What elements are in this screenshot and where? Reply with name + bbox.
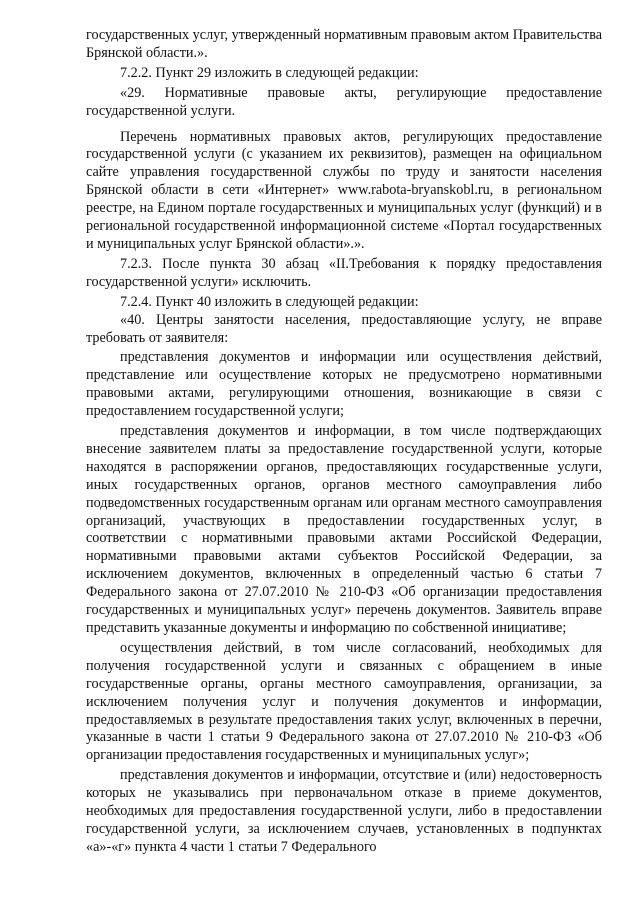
paragraph-2: 7.2.2. Пункт 29 изложить в следующей редакции:	[120, 64, 419, 81]
paragraph-1: государственных услуг, утвержденный нормативным правовым актом Правительства Брянской области.».	[86, 27, 602, 61]
paragraph-4: Перечень нормативных правовых актов, регулирующих предоставление государственной услуги (с указанием их реквизитов), размещен на официальном сайте управления государственной службы по труду и занятости населения Брянской области в сети «Интернет» www.rabota-bryanskobl.ru, в региональном реестре, на Едином портале государственных и муниципальных услуг (функций) и в региональной государственной информационной системе «Портал государственных и муниципальных услуг Брянской области».».	[86, 128, 602, 252]
paragraph-5: 7.2.3. После пункта 30 абзац «II.Требования к порядку предоставления государственной услуги» исключить.	[86, 255, 602, 290]
paragraph-7: «40. Центры занятости населения, предоставляющие услугу, не вправе требовать от заявителя:	[86, 311, 602, 346]
paragraph-8: представления документов и информации или осуществления действий, представление или осуществление которых не предусмотрено нормативными правовыми актами, регулирующими отношения, возникающие в связи с предоставлением государственной услуги;	[86, 349, 602, 420]
paragraph-10: осуществления действий, в том числе согласований, необходимых для получения государственной услуги и связанных с обращением в иные государственные органы, органы местного самоуправления, организации, за исключением получения услуг и получения документов и информации, предоставляемых в результате предоставления таких услуг, включенных в перечни, указанные в части 1 статьи 9 Федерального закона от 27.07.2010 № 210-ФЗ «Об организации предоставления государственных и муниципальных услуг»;	[86, 639, 602, 764]
paragraph-6: 7.2.4. Пункт 40 изложить в следующей редакции:	[120, 293, 419, 310]
paragraph-9: представления документов и информации, в том числе подтверждающих внесение заявителем платы за предоставление государственной услуги, которые находятся в распоряжении органов, предоставляющих государственные услуги, иных государственных органов, органов местного самоуправления либо подведомственных государственным органам или органам местного самоуправления организаций, участвующих в предоставлении государственных услуг, в соответствии с нормативными правовыми актами Российской Федерации, нормативными правовыми актами субъектов Российской Федерации, за исключением документов, включенных в определенный частью 6 статьи 7 Федерального закона от 27.07.2010 № 210-ФЗ «Об организации предоставления государственных и муниципальных услуг» перечень документов. Заявитель вправе представить указанные документы и информацию по собственной инициативе;	[86, 423, 602, 636]
paragraph-3: «29. Нормативные правовые акты, регулирующие предоставление государственной услуги.	[86, 84, 602, 119]
paragraph-11: представления документов и информации, отсутствие и (или) недостоверность которых не указывались при первоначальном отказе в приеме документов, необходимых для предоставления государственной услуги, либо в предоставлении государственной услуги, за исключением случаев, установленных в подпунктах «а»-«г» пункта 4 части 1 статьи 7 Федерального	[86, 767, 602, 855]
